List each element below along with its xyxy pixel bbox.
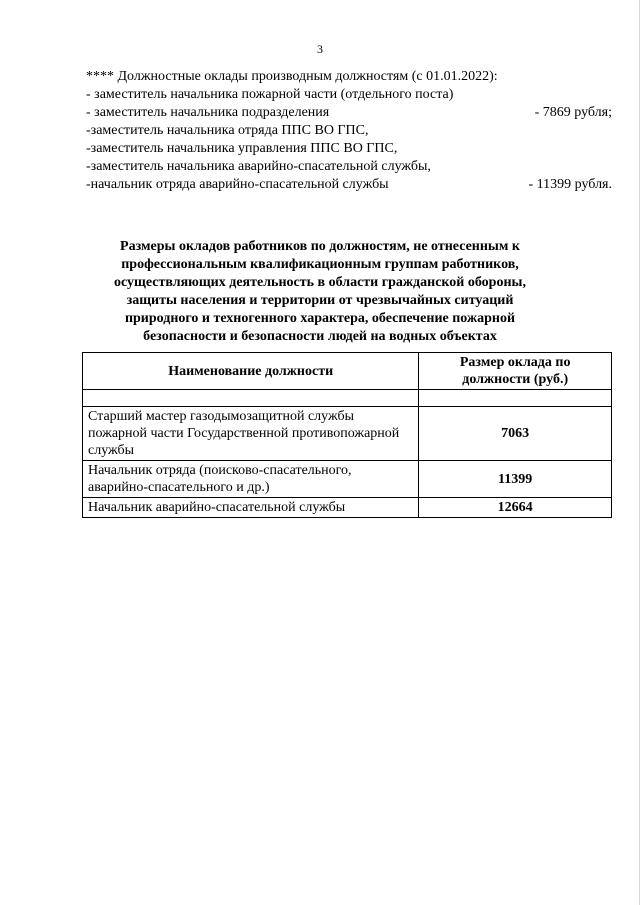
note-position: -заместитель начальника аварийно-спасательной службы, <box>86 159 431 174</box>
cell-position: Старший мастер газодымозащитной службы пожарной части Государственной противопожарной службы <box>83 407 419 461</box>
table-row <box>83 407 612 461</box>
note-position: -заместитель начальника управления ППС ВО ГПС, <box>86 141 398 156</box>
note-line <box>86 104 612 122</box>
cell-salary: 11399 <box>419 461 612 498</box>
header-position: Наименование должности <box>83 353 419 390</box>
cell-salary: 7063 <box>419 407 612 461</box>
table-row <box>83 461 612 498</box>
note-amount: - 11399 рубля. <box>528 177 612 192</box>
notes-title: **** Должностные оклады производным должностям (с 01.01.2022): <box>86 69 498 84</box>
salary-notes <box>86 68 612 194</box>
note-position: - заместитель начальника подразделения <box>86 105 330 120</box>
cell-position: Начальник отряда (поисково-спасательного, аварийно-спасательного и др.) <box>83 461 419 498</box>
cell-position: Начальник аварийно-спасательной службы <box>83 498 419 518</box>
salary-table <box>82 352 612 518</box>
note-position: - заместитель начальника пожарной части (отдельного поста) <box>86 87 454 102</box>
table-row <box>83 498 612 518</box>
note-position: -заместитель начальника отряда ППС ВО ГПС, <box>86 123 369 138</box>
note-amount: - 7869 рубля; <box>534 105 612 120</box>
cell-salary <box>419 390 612 407</box>
section-heading: Размеры окладов работников по должностям, не отнесенным к профессиональным квалификационным группам работников, осуществляющих деятельность в области гражданской обороны, защиты населения и территории от чрезвычайных ситуаций природного и техногенного характера, обеспечение пожарной безопасности и безопасности людей на водных объектах <box>114 239 526 344</box>
header-salary: Размер оклада по должности (руб.) <box>419 353 612 390</box>
note-position: -начальник отряда аварийно-спасательной службы <box>86 177 389 192</box>
note-line <box>86 158 612 176</box>
note-line <box>86 140 612 158</box>
cell-salary: 12664 <box>419 498 612 518</box>
table-header-row <box>83 353 612 390</box>
note-line <box>86 176 612 194</box>
page-number: 3 <box>317 42 323 56</box>
table-row <box>83 390 612 407</box>
cell-position <box>83 390 419 407</box>
note-line <box>86 86 612 104</box>
note-line <box>86 122 612 140</box>
